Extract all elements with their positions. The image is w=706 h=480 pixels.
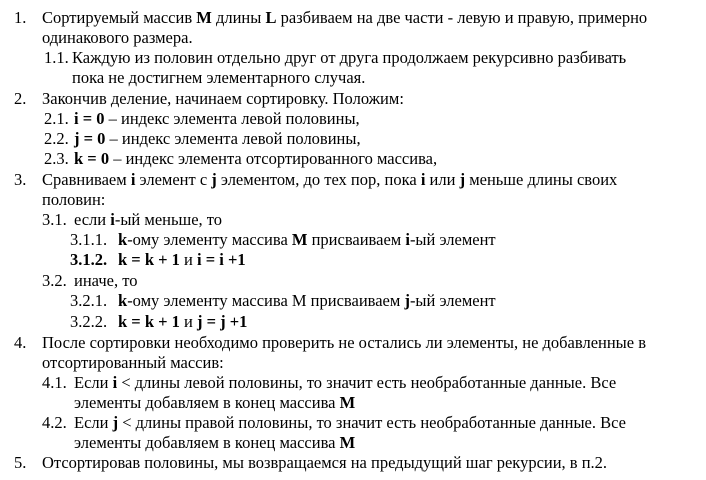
list-item-number: 1.: [14, 8, 27, 27]
bold-term: M: [339, 433, 356, 452]
list-item-number: 2.1.: [44, 109, 69, 128]
bold-term: i: [420, 170, 426, 189]
list-item-number: 2.3.: [44, 149, 69, 168]
list-item-text-line: иначе, то: [74, 271, 138, 290]
list-item-text-line: k-ому элементу массива M присваиваем i-ый элемент: [118, 230, 496, 249]
list-item-text-line: Закончив деление, начинаем сортировку. Положим:: [42, 89, 404, 108]
bold-term: i: [405, 230, 410, 249]
bold-term: k = k + 1: [118, 312, 180, 331]
bold-term: M: [339, 393, 356, 412]
bold-term: i: [112, 373, 118, 392]
list-item-text-line: элементы добавляем в конец массива M: [74, 393, 356, 412]
bold-term: k = k + 1: [118, 250, 180, 269]
bold-term: i = 0: [74, 109, 105, 128]
bold-term: M: [196, 8, 212, 27]
list-item-text-line: пока не достигнем элементарного случая.: [72, 68, 366, 87]
bold-term: k = 0: [74, 149, 110, 168]
bold-term: k: [118, 291, 128, 310]
list-item-text-line: Сортируемый массив M длины L разбиваем на две части - левую и правую, примерно: [42, 8, 648, 27]
list-item-text-line: Если i < длины левой половины, то значит есть необработанные данные. Все: [74, 373, 617, 392]
list-item-number: 3.2.1.: [70, 291, 108, 310]
bold-term: i: [110, 210, 115, 229]
bold-term: j: [459, 170, 466, 189]
bold-term: M: [291, 230, 308, 249]
list-item-text-line: если i-ый меньше, то: [74, 210, 223, 229]
list-item-number: 3.: [14, 170, 27, 189]
list-item-text-line: Каждую из половин отдельно друг от друга продолжаем рекурсивно разбивать: [72, 48, 627, 67]
list-item-text-line: k-ому элементу массива M присваиваем j-ый элемент: [118, 291, 496, 310]
list-item-text-line: k = 0 – индекс элемента отсортированного массива,: [74, 149, 438, 168]
list-item-number: 4.: [14, 333, 27, 352]
list-item-number: 4.1.: [42, 373, 67, 392]
list-item-text-line: Сравниваем i элемент с j элементом, до тех пор, пока i или j меньше длины своих: [42, 170, 618, 189]
list-item-text-line: После сортировки необходимо проверить не остались ли элементы, не добавленные в: [42, 333, 646, 352]
bold-term: j: [404, 291, 410, 310]
list-item-text-line: Отсортировав половины, мы возвращаемся на предыдущий шаг рекурсии, в п.2.: [42, 453, 608, 472]
list-item-text-line: j = 0 – индекс элемента левой половины,: [74, 129, 361, 148]
list-item-text-line: Если j < длины правой половины, то значит есть необработанные данные. Все: [74, 413, 626, 432]
list-item-number: 4.2.: [42, 413, 67, 432]
list-item-text-line: отсортированный массив:: [42, 353, 224, 372]
list-item-number: 3.1.2.: [70, 250, 108, 269]
bold-term: L: [265, 8, 277, 27]
list-item-number: 3.2.2.: [70, 312, 108, 331]
list-item-text-line: k = k + 1 и j = j +1: [118, 312, 248, 331]
list-item-text-line: i = 0 – индекс элемента левой половины,: [74, 109, 360, 128]
list-item-number: 1.1.: [44, 48, 69, 67]
list-item-number: 2.: [14, 89, 27, 108]
bold-term: i: [130, 170, 136, 189]
bold-term: j: [112, 413, 119, 432]
list-item-number: 3.1.: [42, 210, 67, 229]
list-item-text-line: половин:: [42, 190, 106, 209]
list-item-text-line: элементы добавляем в конец массива M: [74, 433, 356, 452]
bold-term: j = 0: [74, 129, 106, 148]
bold-term: j = j +1: [197, 312, 248, 331]
list-item-text-line: k = k + 1 и i = i +1: [118, 250, 246, 269]
list-item-number: 3.2.: [42, 271, 67, 290]
bold-term: k: [118, 230, 128, 249]
list-item-number: 5.: [14, 453, 27, 472]
bold-term: i = i +1: [197, 250, 246, 269]
bold-term: j: [211, 170, 217, 189]
list-item-number: 3.1.1.: [70, 230, 108, 249]
list-item-text-line: одинакового размера.: [42, 28, 193, 47]
list-item-number: 2.2.: [44, 129, 69, 148]
